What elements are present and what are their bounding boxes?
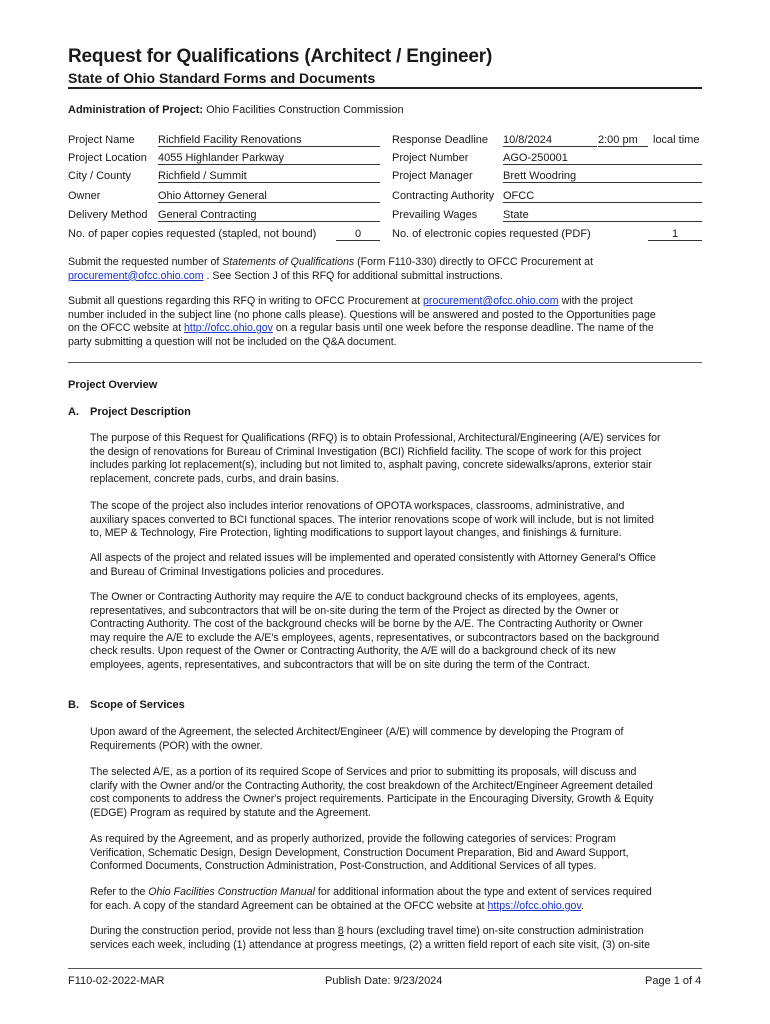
scope-services-p5 (90, 925, 710, 952)
delivery-method-label: Delivery Method (68, 209, 148, 221)
text-line: clarify with the Owner and/or the Contracting Authority, the cost breakdown of the Architect/Engineer Agreement detailed (90, 779, 653, 792)
text-line: representatives, and subcontractors that will be on-site during the term of the Project as directed by the Owner or (90, 604, 619, 617)
text-line: All aspects of the project and related issues will be implemented and operated consistently with Attorney General's Office (90, 552, 656, 564)
response-deadline-time-field[interactable]: 2:00 pm (598, 134, 648, 147)
text-line: includes parking lot replacement(s), including but not limited to, asphalt paving, concrete sidewalks/aprons, exterior stair (90, 459, 652, 472)
text-line: As required by the Agreement, and as properly authorized, provide the following categories of services: Program (90, 833, 616, 845)
questions-text: on a regular basis until one week before the response deadline. The name of the (272, 322, 654, 335)
section-b-label: B. (68, 699, 79, 711)
text-line: and Bureau of Criminal Investigations policies and procedures. (90, 565, 384, 578)
hours-value: 8 (337, 925, 344, 937)
procurement-email-link[interactable]: procurement@ofcc.ohio.com (68, 269, 204, 282)
text-line: Contracting Authority. The cost of the background checks will be borne by the A/E. The Contracting Authority or Owner (90, 618, 643, 631)
questions-text: with the project (558, 295, 633, 307)
project-manager-field[interactable]: Brett Woodring (503, 170, 702, 183)
text-line: (EDGE) Program as required by statute and the Agreement. (90, 806, 371, 819)
questions-text: on the OFCC website at (68, 322, 184, 335)
header-rule (68, 87, 702, 89)
prevailing-wages-field[interactable]: State (503, 209, 702, 222)
questions-text: party submitting a question will not be included on the Q&A document. (68, 335, 397, 348)
questions-paragraph (68, 295, 708, 349)
text-line: Refer to the (90, 886, 149, 898)
document-subtitle: State of Ohio Standard Forms and Documents (68, 70, 376, 86)
project-description-p3 (90, 552, 710, 579)
section-a-label: A. (68, 406, 79, 418)
response-deadline-date-field[interactable]: 10/8/2024 (503, 134, 597, 147)
text-line: to, MEP & Technology, Fire Protection, lighting modifications to support layout changes, and finishings & furniture. (90, 527, 622, 540)
response-deadline-label: Response Deadline (392, 134, 489, 146)
project-location-field[interactable]: 4055 Highlander Parkway (158, 152, 380, 165)
project-name-field[interactable]: Richfield Facility Renovations (158, 134, 380, 147)
construction-manual-title: Ohio Facilities Construction Manual (148, 886, 315, 898)
scope-services-p3 (90, 833, 710, 874)
text-line: for additional information about the type and extent of services required (314, 886, 652, 898)
text-line: the design of renovations for Bureau of Criminal Investigation (BCI) Richfield facility. The scope of work for this project (90, 445, 642, 458)
submit-text: . See Section J of this RFQ for additional submittal instructions. (203, 269, 503, 282)
admin-label: Administration of Project: (68, 104, 204, 116)
project-number-label: Project Number (392, 152, 469, 164)
prevailing-wages-label: Prevailing Wages (392, 209, 478, 221)
city-county-field[interactable]: Richfield / Summit (158, 170, 380, 183)
text-line: Upon award of the Agreement, the selected Architect/Engineer (A/E) will commence by developing the Program of (90, 726, 624, 738)
text-line: employees, agents, representatives, and subcontractors that will be on site during the term of the Contract. (90, 658, 590, 671)
text-line: services each week, including (1) attendance at progress meetings, (2) a written field report of each site visit, (3) on-site (90, 938, 650, 951)
section-b-title: Scope of Services (90, 699, 185, 711)
delivery-method-field[interactable]: General Contracting (158, 209, 380, 222)
document-title: Request for Qualifications (Architect / Engineer) (68, 46, 493, 67)
project-overview-heading: Project Overview (68, 379, 158, 391)
text-line: The Owner or Contracting Authority may require the A/E to conduct background checks of its employees, agents, (90, 591, 619, 603)
ofcc-https-link[interactable]: https://ofcc.ohio.gov (487, 899, 581, 912)
scope-services-p1 (90, 726, 710, 753)
scope-services-p4 (90, 886, 710, 913)
footer-publish-date: Publish Date: 9/23/2024 (325, 975, 443, 987)
electronic-copies-field[interactable]: 1 (648, 228, 702, 241)
text-line: Requirements (POR) with the owner. (90, 739, 263, 752)
paper-copies-field[interactable]: 0 (336, 228, 380, 241)
paper-copies-label: No. of paper copies requested (stapled, not bound) (68, 228, 317, 240)
text-line: auxiliary spaces converted to BCI functional spaces. The interior renovations scope of work will include, but is not limited (90, 513, 654, 526)
local-time-label: local time (653, 134, 700, 146)
project-name-label: Project Name (68, 134, 135, 146)
text-line: may require the A/E to exclude the A/E's employees, agents, representatives, or subcontractors based on the background (90, 631, 660, 644)
owner-field[interactable]: Ohio Attorney General (158, 190, 380, 203)
text-line: The selected A/E, as a portion of its required Scope of Services and prior to submitting its proposals, will discuss and (90, 766, 637, 778)
contracting-authority-label: Contracting Authority (392, 190, 495, 202)
questions-text: Submit all questions regarding this RFQ in writing to OFCC Procurement at (68, 295, 424, 307)
text-line: check results. Upon request of the Owner or Contracting Authority, the A/E will do a background check of its new (90, 645, 616, 658)
footer-form-id: F110-02-2022-MAR (68, 975, 165, 987)
project-description-p1 (90, 432, 710, 486)
project-description-p4 (90, 591, 710, 673)
text-line: Verification, Schematic Design, Design Development, Construction Document Preparation, Bid and Award Support, (90, 846, 629, 859)
text-line: for each. A copy of the standard Agreement can be obtained at the OFCC website at (90, 899, 488, 912)
text-line: The purpose of this Request for Qualifications (RFQ) is to obtain Professional, Architectural/Engineering (A/E) services for (90, 432, 661, 444)
text-line: . (580, 899, 584, 912)
text-line: The scope of the project also includes interior renovations of OPOTA workspaces, classrooms, administrative, and (90, 500, 625, 512)
project-manager-label: Project Manager (392, 170, 473, 182)
project-location-label: Project Location (68, 152, 147, 164)
text-line: During the construction period, provide not less than (90, 925, 338, 937)
admin-value: Ohio Facilities Construction Commission (206, 104, 404, 116)
text-line: cost components to address the Owner's project requirements. Participate in the Encouraging Diversity, Growth & Equity (90, 793, 654, 806)
contracting-authority-field[interactable]: OFCC (503, 190, 702, 203)
procurement-email-link-2[interactable]: procurement@ofcc.ohio.com (423, 295, 559, 307)
project-description-p2 (90, 500, 710, 541)
text-line: replacement, concrete pads, curbs, and drain basins. (90, 472, 340, 485)
footer-page-number: Page 1 of 4 (645, 975, 702, 987)
project-number-field[interactable]: AGO-250001 (503, 152, 702, 165)
footer-rule (68, 968, 702, 969)
text-line: Conformed Documents, Construction Administration, Post-Construction, and Additional Services of all types. (90, 860, 597, 873)
scope-services-p2 (90, 766, 710, 820)
text-line: hours (excluding travel time) on-site construction administration (343, 925, 644, 937)
owner-label: Owner (68, 190, 101, 202)
ofcc-website-link[interactable]: http://ofcc.ohio.gov (184, 322, 273, 335)
questions-text: number included in the subject line (no phone calls please). Questions will be answered and posted to the Opportunities page (68, 308, 656, 321)
submit-text: Submit the requested number of (68, 256, 223, 268)
submission-paragraph (68, 256, 708, 283)
administration-line (68, 104, 404, 116)
statements-of-qualifications: Statements of Qualifications (222, 256, 355, 268)
section-a-title: Project Description (90, 406, 191, 418)
city-county-label: City / County (68, 170, 131, 182)
submit-text: (Form F110-330) directly to OFCC Procurement at (354, 256, 594, 268)
section-divider (68, 362, 702, 363)
electronic-copies-label: No. of electronic copies requested (PDF) (392, 228, 591, 240)
